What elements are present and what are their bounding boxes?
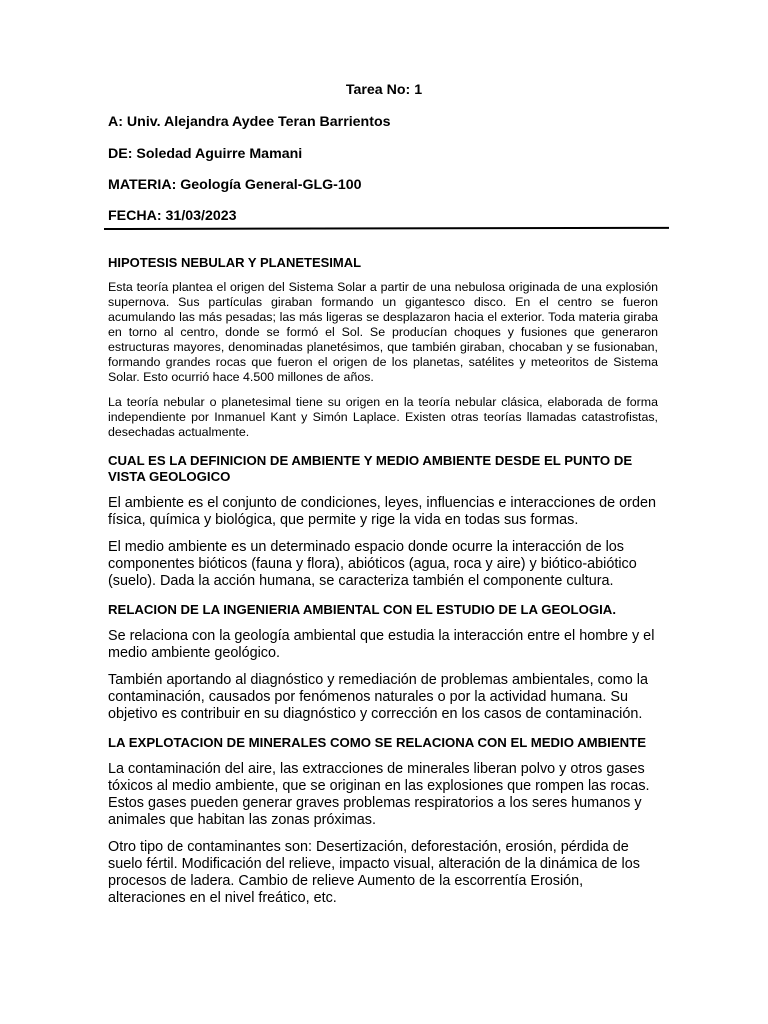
- section-paragraph: Se relaciona con la geología ambiental que estudia la interacción entre el hombre y el medio ambiente geológico.: [108, 628, 655, 661]
- section-paragraph: Otro tipo de contaminantes son: Desertización, deforestación, erosión, pérdida de suelo fértil. Modificación del relieve, impacto visual, alteración de la dinámica de los procesos de ladera. Cambio de relieve Aumento de la escorrentía Erosión, alteraciones en el nivel freático, etc.: [108, 839, 640, 906]
- section-paragraph: La teoría nebular o planetesimal tiene su origen en la teoría nebular clásica, elaborada de forma independiente por Inmanuel Kant y Simón Laplace. Existen otras teorías llamadas catastrofistas, desechadas actualmente.: [108, 395, 658, 439]
- section-heading-ambiente: CUAL ES LA DEFINICION DE AMBIENTE Y MEDIO AMBIENTE DESDE EL PUNTO DE VISTA GEOLOGICO: [108, 453, 633, 484]
- subject-line: MATERIA: Geología General-GLG-100: [108, 177, 362, 193]
- section-heading-nebular: HIPOTESIS NEBULAR Y PLANETESIMAL: [108, 255, 362, 270]
- section-paragraph: La contaminación del aire, las extracciones de minerales liberan polvo y otros gases tóxicos al medio ambiente, que se originan en las explosiones que rompen las rocas. Estos gases pueden generar graves problemas respiratorios a los seres humanos y animales que habitan las zonas próximas.: [108, 761, 650, 828]
- author-line: DE: Soledad Aguirre Mamani: [108, 146, 303, 162]
- recipient-line: A: Univ. Alejandra Aydee Teran Barrientos: [108, 114, 391, 130]
- document-body: [108, 255, 658, 907]
- assignment-title: Tarea No: 1: [345, 82, 423, 98]
- section-heading-ingenieria: RELACION DE LA INGENIERIA AMBIENTAL CON EL ESTUDIO DE LA GEOLOGIA.: [108, 602, 616, 617]
- header-divider: [104, 227, 669, 230]
- date-line: FECHA: 31/03/2023: [108, 208, 237, 224]
- section-heading-minerales: LA EXPLOTACION DE MINERALES COMO SE RELACIONA CON EL MEDIO AMBIENTE: [108, 735, 647, 750]
- section-paragraph: El ambiente es el conjunto de condiciones, leyes, influencias e interacciones de orden física, química y biológica, que permite y rige la vida en todas sus formas.: [108, 495, 656, 528]
- section-paragraph: El medio ambiente es un determinado espacio donde ocurre la interacción de los componentes bióticos (fauna y flora), abióticos (agua, roca y aire) y biótico-abiótico (suelo). Dada la acción humana, se caracteriza también el componente cultura.: [108, 539, 637, 589]
- section-paragraph: Esta teoría plantea el origen del Sistema Solar a partir de una nebulosa originada de una explosión supernova. Sus partículas giraban formando un gigantesco disco. En el centro se fueron acumulando las más pesadas; las más ligeras se desplazaron hacia el exterior. Toda materia giraba en torno al centro, donde se formó el Sol. Se producían choques y fusiones que generaron estructuras mayores, denominadas planetésimos, que también giraban, chocaban y se fusionaban, formando grandes rocas que fueron el origen de los planetas, satélites y meteoritos de Sistema Solar. Esto ocurrió hace 4.500 millones de años.: [108, 280, 658, 384]
- section-paragraph: También aportando al diagnóstico y remediación de problemas ambientales, como la contaminación, causados por fenómenos naturales o por la actividad humana. Su objetivo es contribuir en su diagnóstico y corrección en los casos de contaminación.: [108, 672, 648, 722]
